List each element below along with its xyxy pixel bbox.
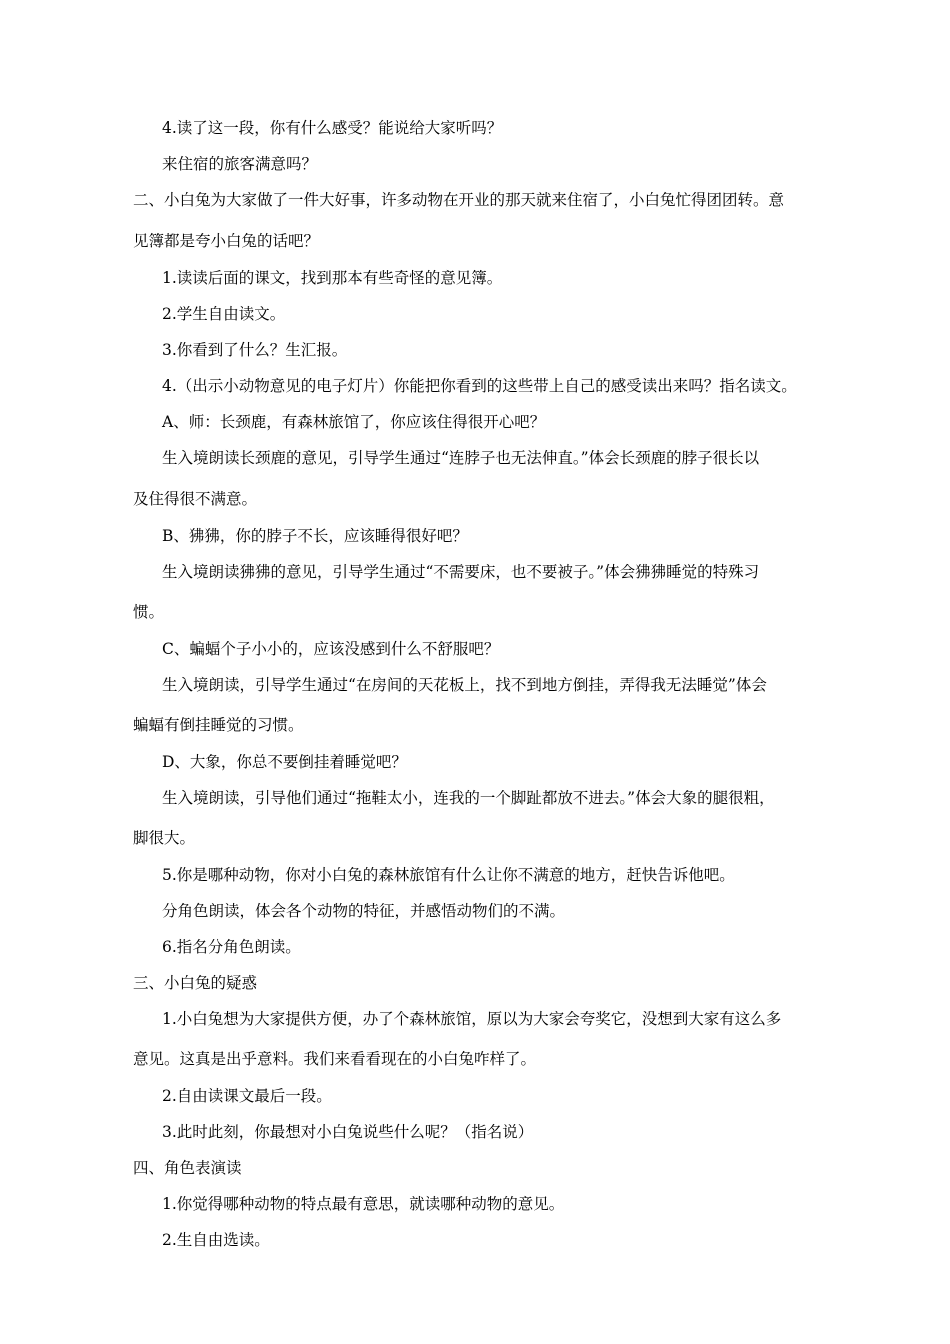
text-line: 生入境朗读狒狒的意见，引导学生通过“不需要床，也不要被子。”体会狒狒睡觉的特殊习 [162,563,760,581]
text-line: 及住得很不满意。 [133,490,258,508]
section-heading: 二、小白兔为大家做了一件大好事，许多动物在开业的那天就来住宿了，小白兔忙得团团转。意 [133,191,785,209]
text-line: 1.小白兔想为大家提供方便，办了个森林旅馆，原以为大家会夸奖它，没想到大家有这么多 [162,1010,782,1028]
text-line: 见簿都是夸小白兔的话吧？ [133,232,320,250]
text-line: 生入境朗读，引导他们通过“拖鞋太小，连我的一个脚趾都放不进去。”体会大象的腿很粗， [162,789,775,807]
text-line: 生入境朗读，引导学生通过“在房间的天花板上，找不到地方倒挂，弄得我无法睡觉”体会 [162,676,767,694]
text-line: 2.学生自由读文。 [162,305,286,323]
text-line: 6.指名分角色朗读。 [162,938,301,956]
text-line: C、蝙蝠个子小小的，应该没感到什么不舒服吧？ [162,640,500,658]
text-line: 蝙蝠有倒挂睡觉的习惯。 [133,716,304,734]
text-line: 1.读读后面的课文，找到那本有些奇怪的意见簿。 [162,269,503,287]
text-line: 4.读了这一段，你有什么感受？能说给大家听吗？ [162,119,503,137]
text-line: 惯。 [133,603,165,621]
text-line: 脚很大。 [133,829,196,847]
text-line: 3.此时此刻，你最想对小白兔说些什么呢？（指名说） [162,1123,534,1141]
text-line: 2.自由读课文最后一段。 [162,1087,332,1105]
text-line: 5.你是哪种动物，你对小白兔的森林旅馆有什么让你不满意的地方，赶快告诉他吧。 [162,866,735,884]
text-line: A、师：长颈鹿，有森林旅馆了，你应该住得很开心吧？ [162,413,546,431]
text-line: 生入境朗读长颈鹿的意见，引导学生通过“连脖子也无法伸直。”体会长颈鹿的脖子很长以 [162,449,760,467]
text-line: 3.你看到了什么？生汇报。 [162,341,348,359]
text-line: 来住宿的旅客满意吗？ [162,155,318,173]
text-line: D、大象，你总不要倒挂着睡觉吧？ [162,753,407,771]
text-line: 2.生自由选读。 [162,1231,270,1249]
section-heading: 三、小白兔的疑惑 [133,974,258,992]
text-line: 分角色朗读，体会各个动物的特征，并感悟动物们的不满。 [162,902,566,920]
text-line: 1.你觉得哪种动物的特点最有意思，就读哪种动物的意见。 [162,1195,565,1213]
text-line: B、狒狒，你的脖子不长，应该睡得很好吧？ [162,527,468,545]
text-line: 4.（出示小动物意见的电子灯片）你能把你看到的这些带上自己的感受读出来吗？指名读文。 [162,377,797,395]
text-line: 意见。这真是出乎意料。我们来看看现在的小白兔咋样了。 [133,1050,537,1068]
section-heading: 四、角色表演读 [133,1159,242,1177]
